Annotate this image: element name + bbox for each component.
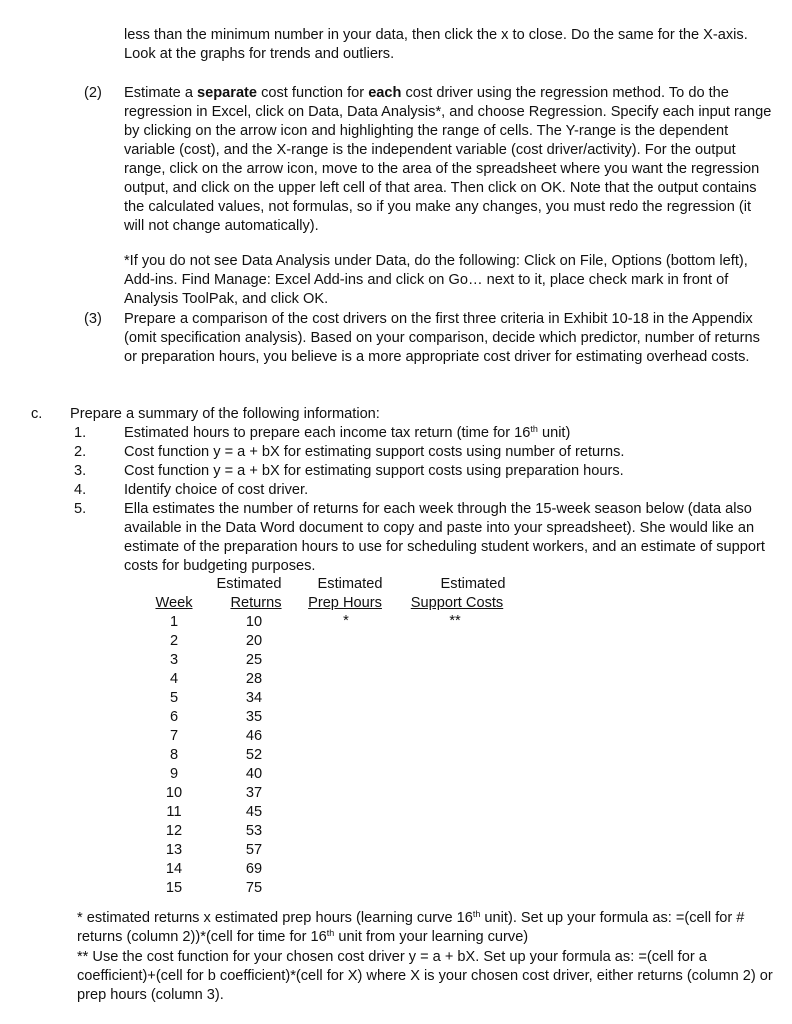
table-row-returns: 37 [245,785,263,801]
list-number-2: 2. [74,444,87,460]
section-c-marker: c. [31,406,43,422]
table-row-returns: 34 [245,690,263,706]
table-header-estimated-returns: Estimated [216,576,282,592]
table-row-week: 6 [169,709,179,725]
table-row-returns: 46 [245,728,263,744]
item-2-text: Estimate a separate cost function for each cost driver using the regression method. To do the regression in Excel, click on Data, Data Analysis*, and choose Regression. Specify each input range by clicking on the arrow icon and highlighting the range of cells. The Y-range is the dependent variable (cost), and the X-range is the independent variable (cost driver/activity). For the output range, click on the arrow icon, move to the area of the spreadsheet where you want the regression output, and click on the upper left cell of that area. Then click on OK. Note that the output contains the calculated values, not formulas, so if you make any changes, you must redo the regression (it will not change automatically). [124,85,772,234]
table-row-returns: 20 [245,633,263,649]
table-row-week: 9 [169,766,179,782]
item-2-note: *If you do not see Data Analysis under Data, do the following: Click on File, Options (bottom left), Add-ins. Find Manage: Excel Add-ins and click on Go… next to it, place check mark in front of Analysis ToolPak, and click OK. [124,253,748,307]
intro-continuation: less than the minimum number in your data, then click the x to close. Do the same for the X-axis. Look at the graphs for trends and outliers. [124,27,748,62]
table-row-returns: 45 [245,804,263,820]
table-row-returns: 10 [245,614,263,630]
item-2-bold-each: each [368,85,402,101]
table-row-returns: 52 [245,747,263,763]
table-row-returns: 35 [245,709,263,725]
returns-column [226,613,282,898]
table-row-returns: 69 [245,861,263,877]
table-row-week: 3 [169,652,179,668]
table-row-returns: 28 [245,671,263,687]
item-3-marker: (3) [84,311,102,327]
table-row-week: 12 [165,823,183,839]
table-row-returns: 40 [245,766,263,782]
table-row-returns: 57 [245,842,263,858]
section-c-heading: Prepare a summary of the following information: [70,406,380,422]
table-row-week: 1 [169,614,179,630]
table-header-returns: Returns [230,595,282,611]
table-row-week: 7 [169,728,179,744]
table-row-week: 2 [169,633,179,649]
footnote-prep-hours: * estimated returns x estimated prep hours (learning curve 16th unit). Set up your formula as: =(cell for # returns (column 2))*(cell for time for 16th unit from your learning curve) [77,909,745,945]
table-row-returns: 75 [245,880,263,896]
table-row-week: 5 [169,690,179,706]
list-item-1: Estimated hours to prepare each income tax return (time for 16th unit) [124,424,571,441]
table-header-prep-hours: Prep Hours [308,595,382,611]
table-header-support-costs: Support Costs [410,595,504,611]
table-row-returns: 25 [245,652,263,668]
table-row-week: 13 [165,842,183,858]
list-item-3: Cost function y = a + bX for estimating support costs using preparation hours. [124,463,624,479]
support-costs-marker: ** [449,613,461,629]
list-number-5: 5. [74,501,87,517]
table-row-week: 8 [169,747,179,763]
list-number-1: 1. [74,425,87,441]
table-row-week: 4 [169,671,179,687]
table-row-week: 14 [165,861,183,877]
table-row-week: 11 [166,804,182,820]
list-item-5: Ella estimates the number of returns for each week through the 15-week season below (data also available in the Data Word document to copy and paste into your spreadsheet). She would like an estimate of the preparation hours to use for scheduling student workers, and an estimate of support costs for budgeting purposes. [124,501,765,574]
list-number-4: 4. [74,482,87,498]
table-header-estimated-support: Estimated [440,576,506,592]
list-item-2: Cost function y = a + bX for estimating support costs using number of returns. [124,444,625,460]
table-header-estimated-prep: Estimated [317,576,383,592]
table-row-week: 15 [165,880,183,896]
list-item-4: Identify choice of cost driver. [124,482,309,498]
week-column [150,613,198,898]
list-number-3: 3. [74,463,87,479]
table-row-week: 10 [165,785,183,801]
item-2-marker: (2) [84,85,102,101]
table-header-week: Week [155,595,193,611]
prep-hours-marker: * [343,613,349,629]
table-row-returns: 53 [245,823,263,839]
item-2-bold-separate: separate [197,85,258,101]
item-3-text: Prepare a comparison of the cost drivers on the first three criteria in Exhibit 10-18 in the Appendix (omit specification analysis). Based on your comparison, decide which predictor, number of returns or preparation hours, you believe is a more appropriate cost driver for estimating overhead costs. [124,311,760,365]
footnote-support-costs: ** Use the cost function for your chosen cost driver y = a + bX. Set up your formula as: =(cell for a coefficient)+(cell for b coefficient)*(cell for X) where X is your chosen cost driver, either returns (column 2) or prep hours (column 3). [77,949,773,1003]
